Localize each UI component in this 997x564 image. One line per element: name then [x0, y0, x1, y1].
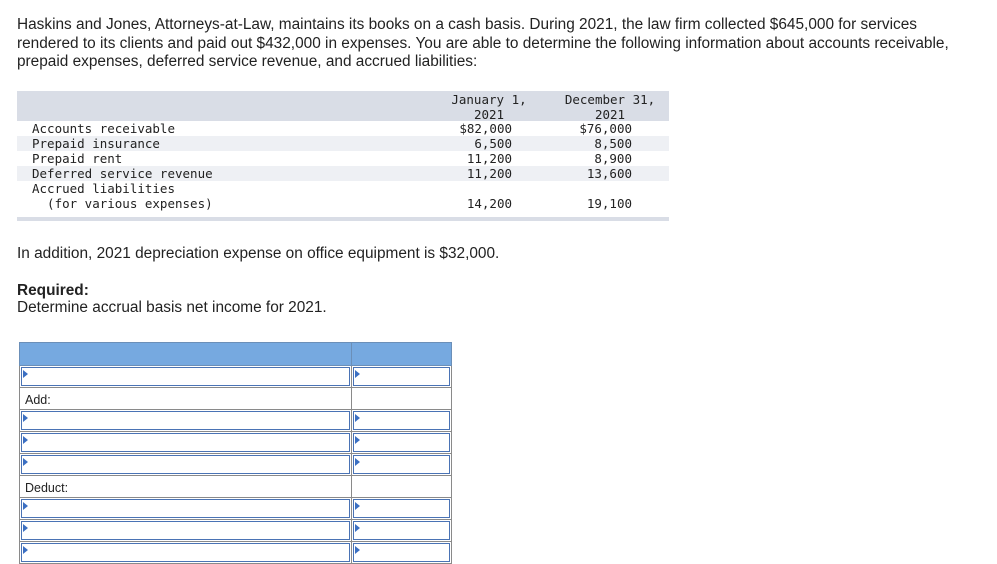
worksheet-header-cell: [351, 343, 451, 366]
amount-input-cell[interactable]: [351, 432, 451, 454]
label-input[interactable]: [21, 433, 350, 452]
table-row: [17, 166, 669, 181]
row-label: Prepaid insurance: [32, 136, 160, 151]
problem-statement: Haskins and Jones, Attorneys-at-Law, maintains its books on a cash basis. During 2021, the law firm collected $645,000 for services rendered to its clients and paid out $432,000 in expenses. You are able to determine the following information about accounts receivable, prepaid expenses, deferred service revenue, and accrued liabilities:: [17, 16, 949, 70]
amount-input[interactable]: [353, 367, 450, 386]
dropdown-marker-icon: [355, 524, 360, 532]
worksheet-row: [20, 388, 452, 410]
row-label: Prepaid rent: [32, 151, 123, 166]
december-value: 8,900: [594, 151, 632, 166]
label-input[interactable]: [21, 411, 350, 430]
required-heading: Required:: [17, 282, 89, 299]
dropdown-marker-icon: [355, 502, 360, 510]
worksheet-row: [20, 476, 452, 498]
empty-cell: [351, 388, 451, 410]
label-input[interactable]: [21, 543, 350, 562]
dropdown-marker-icon: [355, 414, 360, 422]
dropdown-marker-icon: [355, 436, 360, 444]
col-header-january-line1: January 1,: [451, 92, 527, 107]
december-value: $76,000: [579, 121, 632, 136]
label-input[interactable]: [21, 521, 350, 540]
deduct-label: Deduct:: [25, 481, 69, 495]
dropdown-marker-icon: [23, 370, 28, 378]
amount-input-cell[interactable]: [351, 454, 451, 476]
label-input-cell[interactable]: [20, 432, 352, 454]
amount-input[interactable]: [353, 455, 450, 474]
january-value: 11,200: [466, 151, 512, 166]
amount-input-cell[interactable]: [351, 542, 451, 564]
table-row: [17, 121, 669, 136]
amount-input[interactable]: [353, 521, 450, 540]
required-instruction: Determine accrual basis net income for 2021.: [17, 299, 327, 316]
worksheet-row: [20, 432, 452, 454]
january-value: 6,500: [474, 136, 512, 151]
table-row: [17, 181, 669, 196]
dropdown-marker-icon: [23, 524, 28, 532]
row-label: Deferred service revenue: [32, 166, 213, 181]
december-value: 19,100: [586, 196, 632, 211]
label-input[interactable]: [21, 499, 350, 518]
dropdown-marker-icon: [355, 546, 360, 554]
balances-table: [17, 91, 669, 221]
table-bottom-rule: [17, 217, 669, 221]
table-row: [17, 151, 669, 166]
amount-input-cell[interactable]: [351, 498, 451, 520]
december-value: 13,600: [586, 166, 632, 181]
add-label-cell: [20, 388, 352, 410]
dropdown-marker-icon: [23, 458, 28, 466]
amount-input[interactable]: [353, 499, 450, 518]
amount-input[interactable]: [353, 411, 450, 430]
december-value: 8,500: [594, 136, 632, 151]
january-value: 14,200: [466, 196, 512, 211]
dropdown-marker-icon: [23, 436, 28, 444]
col-header-january-line2: 2021: [473, 107, 505, 122]
answer-worksheet: [19, 342, 452, 564]
january-value: 11,200: [466, 166, 512, 181]
worksheet-row: [20, 542, 452, 564]
dropdown-marker-icon: [23, 546, 28, 554]
row-label: (for various expenses): [32, 196, 213, 211]
dropdown-marker-icon: [23, 414, 28, 422]
label-input-cell[interactable]: [20, 542, 352, 564]
amount-input-cell[interactable]: [351, 520, 451, 542]
worksheet-row: [20, 454, 452, 476]
balances-table-body: [17, 121, 669, 211]
deduct-label-cell: [20, 476, 352, 498]
worksheet-header-cell: [20, 343, 352, 366]
col-header-january: [445, 92, 533, 122]
row-label: Accrued liabilities: [32, 181, 175, 196]
label-input-cell[interactable]: [20, 520, 352, 542]
col-header-december: [555, 92, 665, 122]
label-input-cell[interactable]: [20, 410, 352, 432]
amount-input-cell[interactable]: [351, 366, 451, 388]
table-row: [17, 136, 669, 151]
label-input-cell[interactable]: [20, 366, 352, 388]
amount-input[interactable]: [353, 543, 450, 562]
label-input-cell[interactable]: [20, 454, 352, 476]
amount-input-cell[interactable]: [351, 410, 451, 432]
row-label: Accounts receivable: [32, 121, 175, 136]
addition-note: In addition, 2021 depreciation expense on office equipment is $32,000.: [17, 245, 500, 262]
dropdown-marker-icon: [355, 458, 360, 466]
col-header-december-line2: 2021: [594, 107, 626, 122]
balances-table-header: [17, 91, 669, 121]
worksheet-row: [20, 498, 452, 520]
worksheet-row: [20, 520, 452, 542]
table-row: [17, 196, 669, 211]
january-value: $82,000: [459, 121, 512, 136]
col-header-december-line1: December 31,: [564, 92, 656, 107]
add-label: Add:: [25, 393, 51, 407]
label-input[interactable]: [21, 455, 350, 474]
worksheet-row: [20, 410, 452, 432]
worksheet-header-row: [20, 343, 452, 366]
label-input[interactable]: [21, 367, 350, 386]
worksheet-row: [20, 366, 452, 388]
dropdown-marker-icon: [355, 370, 360, 378]
empty-cell: [351, 476, 451, 498]
label-input-cell[interactable]: [20, 498, 352, 520]
dropdown-marker-icon: [23, 502, 28, 510]
amount-input[interactable]: [353, 433, 450, 452]
